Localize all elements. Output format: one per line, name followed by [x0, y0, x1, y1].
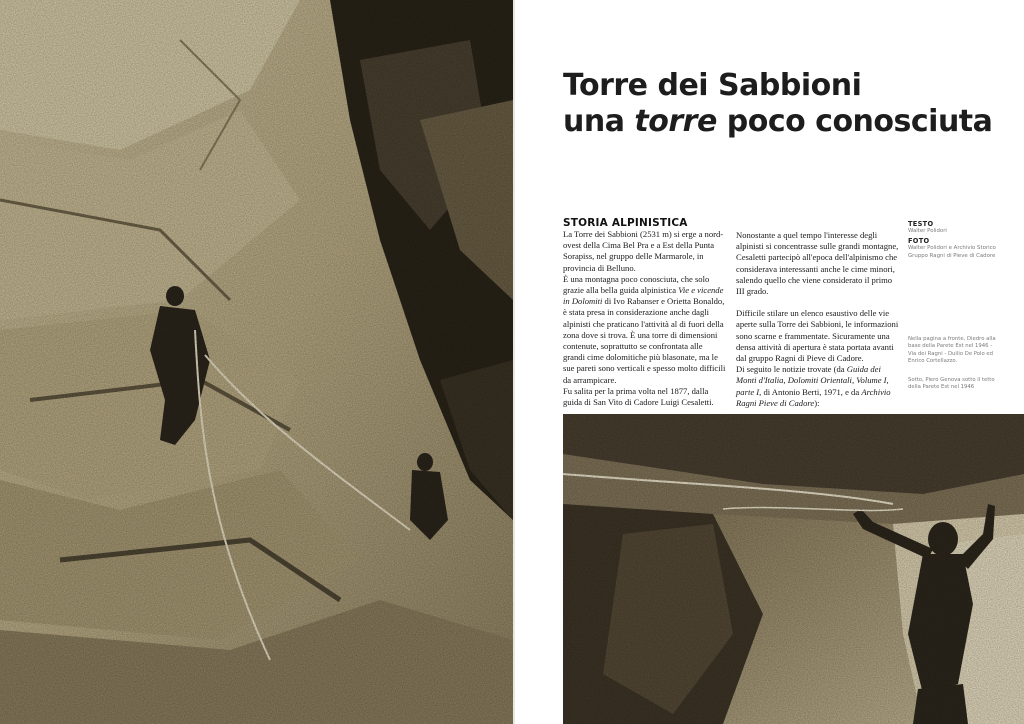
credit-photo-value: Walter Polidori e Archivio Storico Gruppo Ragni di Pieve di Cadore [908, 245, 996, 259]
title-line-2-suffix: poco conosciuta [716, 104, 993, 139]
caption-below: Sotto, Piero Genova sotto il tetto della Parete Est nel 1946 [908, 377, 995, 391]
paragraph: Fu salita per la prima volta nel 1877, dalla guida di San Vito di Cadore Luigi Cesaletti. [563, 385, 714, 408]
paragraph: La Torre dei Sabbioni (2531 m) si erge a nord-ovest della Cima Bel Pra e a Est della Punta Sorapiss, nel gruppo delle Marmarole, in provincia di Belluno. [563, 229, 724, 273]
title-line-2-italic: torre [634, 104, 717, 139]
title-line-1: Torre dei Sabbioni [563, 68, 862, 103]
paragraph: Di seguito le notizie trovate (da Guida dei Monti d'Italia, Dolomiti Orientali, Volume I, parte I, di Antonio Berti, 1971, e da Archivio Ragni Pieve di Cadore): [736, 364, 891, 408]
credit-text-label: TESTO [908, 220, 934, 228]
photo-climber-under-roof [563, 414, 1024, 724]
section-heading: STORIA ALPINISTICA [563, 217, 688, 229]
credits-block [908, 219, 1000, 262]
paragraph: Nonostante a quel tempo l'interesse degli alpinisti si concentrasse sulle grandi montagne, Cesaletti partecipò all'epoca dell'alpinismo che considerava interessanti anche le cime minori, salendo quello che viene considerato il primo III grado. [736, 230, 899, 297]
paragraph: È una montagna poco conosciuta, che solo grazie alla bella guida alpinistica Vie e vicende in Dolomiti di Ivo Rabanser e Orietta Bonaldo, è stata presa in considerazione anche dagli alpinisti che praticano l'attività al di fuori della zona dove si trova. È una torre di dimensioni contenute, soprattutto se confrontata alle grandi cime dolomitiche più blasonate, ma le sue pareti sono verticali e spesso molto difficili da arrampicare. [563, 273, 726, 385]
body-column-2 [736, 230, 901, 409]
page-gutter [513, 0, 515, 724]
paragraph: Difficile stilare un elenco esaustivo delle vie aperte sulla Torre dei Sabbioni, le informazioni sono scarne e frammentate. Sicuramente una densa attività di apertura è stata portata avanti dal gruppo Ragni di Pieve di Cadore. [736, 308, 899, 364]
credit-text-value: Walter Polidori [908, 228, 947, 235]
title-line-2-prefix: una [563, 104, 635, 139]
credit-photo-label: FOTO [908, 236, 930, 245]
body-column-1 [563, 229, 726, 408]
caption-facing-page: Nella pagina a fronte, Diedro alla base della Parete Est nel 1946 - Via dei Ragni - Duilio De Polo ed Enrico Cortellazzo. [908, 336, 996, 365]
article-title [563, 68, 1003, 140]
